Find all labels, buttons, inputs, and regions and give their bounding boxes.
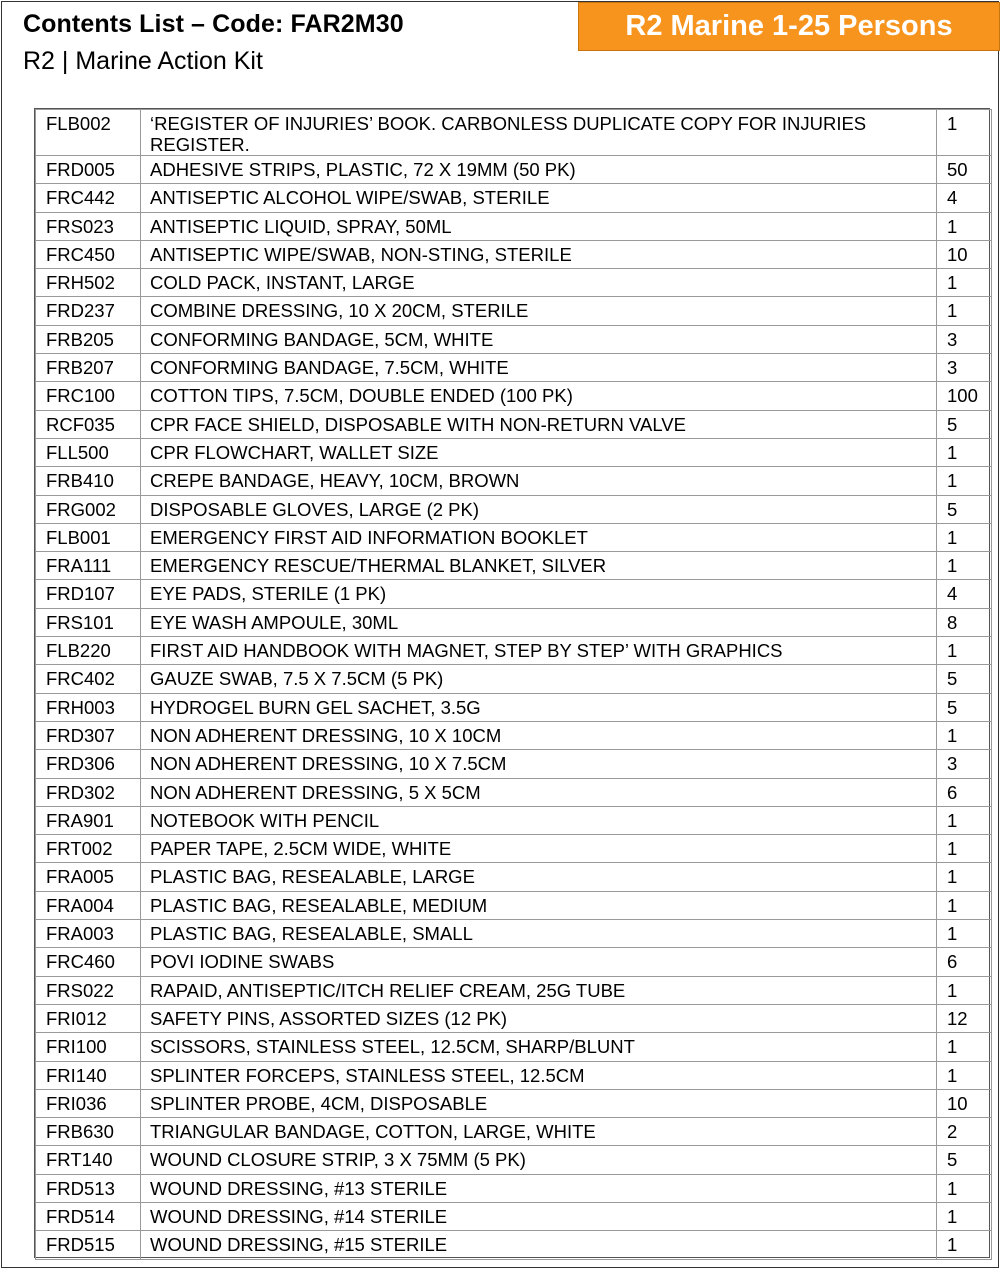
item-description-cell: ANTISEPTIC LIQUID, SPRAY, 50ML: [141, 212, 937, 240]
item-code-cell: FRG002: [36, 495, 141, 523]
item-quantity-cell: 1: [937, 523, 992, 551]
item-code-cell: FRC100: [36, 382, 141, 410]
table-row: [36, 523, 992, 551]
contents-table-wrapper: [34, 108, 990, 1258]
item-quantity-cell: 1: [937, 637, 992, 665]
item-quantity-cell: 10: [937, 1089, 992, 1117]
item-code-cell: FRH003: [36, 693, 141, 721]
item-quantity-cell: 1: [937, 863, 992, 891]
table-row: [36, 552, 992, 580]
item-quantity-cell: 5: [937, 1146, 992, 1174]
table-row: [36, 1118, 992, 1146]
page-title: Contents List – Code: FAR2M30: [23, 10, 404, 38]
item-code-cell: FRD513: [36, 1174, 141, 1202]
item-code-cell: FRI140: [36, 1061, 141, 1089]
page-subtitle: R2 | Marine Action Kit: [23, 47, 263, 75]
item-quantity-cell: 6: [937, 778, 992, 806]
item-code-cell: FRD514: [36, 1202, 141, 1230]
table-row: [36, 1174, 992, 1202]
table-row: [36, 863, 992, 891]
item-code-cell: FRB410: [36, 467, 141, 495]
item-code-cell: FRC402: [36, 665, 141, 693]
item-code-cell: RCF035: [36, 410, 141, 438]
contents-table-body: [36, 110, 992, 1260]
item-quantity-cell: 1: [937, 212, 992, 240]
item-description-cell: COLD PACK, INSTANT, LARGE: [141, 269, 937, 297]
table-row: [36, 269, 992, 297]
table-row: [36, 495, 992, 523]
item-code-cell: FRS022: [36, 976, 141, 1004]
table-row: [36, 835, 992, 863]
item-description-cell: ‘REGISTER OF INJURIES’ BOOK. CARBONLESS DUPLICATE COPY FOR INJURIES REGISTER.: [141, 110, 937, 156]
item-description-cell: WOUND DRESSING, #14 STERILE: [141, 1202, 937, 1230]
item-quantity-cell: 5: [937, 693, 992, 721]
item-quantity-cell: 1: [937, 891, 992, 919]
item-quantity-cell: 1: [937, 438, 992, 466]
item-quantity-cell: 4: [937, 184, 992, 212]
item-quantity-cell: 1: [937, 1174, 992, 1202]
item-code-cell: FRH502: [36, 269, 141, 297]
table-row: [36, 1202, 992, 1230]
table-row: [36, 1231, 992, 1259]
table-row: [36, 438, 992, 466]
item-code-cell: FRD515: [36, 1231, 141, 1259]
item-quantity-cell: 3: [937, 354, 992, 382]
table-row: [36, 156, 992, 184]
item-description-cell: EMERGENCY RESCUE/THERMAL BLANKET, SILVER: [141, 552, 937, 580]
item-code-cell: FRC442: [36, 184, 141, 212]
item-quantity-cell: 1: [937, 1033, 992, 1061]
item-quantity-cell: 100: [937, 382, 992, 410]
table-row: [36, 382, 992, 410]
item-description-cell: EYE PADS, STERILE (1 PK): [141, 580, 937, 608]
item-description-cell: NON ADHERENT DRESSING, 5 X 5CM: [141, 778, 937, 806]
item-description-cell: COTTON TIPS, 7.5CM, DOUBLE ENDED (100 PK): [141, 382, 937, 410]
item-quantity-cell: 8: [937, 608, 992, 636]
item-description-cell: DISPOSABLE GLOVES, LARGE (2 PK): [141, 495, 937, 523]
table-row: [36, 1146, 992, 1174]
item-code-cell: FRA003: [36, 920, 141, 948]
item-code-cell: FRI100: [36, 1033, 141, 1061]
item-description-cell: RAPAID, ANTISEPTIC/ITCH RELIEF CREAM, 25G TUBE: [141, 976, 937, 1004]
table-row: [36, 637, 992, 665]
item-code-cell: FRD302: [36, 778, 141, 806]
contents-table: [35, 109, 992, 1260]
item-quantity-cell: 1: [937, 1231, 992, 1259]
item-quantity-cell: 1: [937, 1202, 992, 1230]
item-description-cell: WOUND DRESSING, #13 STERILE: [141, 1174, 937, 1202]
item-description-cell: PLASTIC BAG, RESEALABLE, LARGE: [141, 863, 937, 891]
item-code-cell: FRD307: [36, 721, 141, 749]
item-code-cell: FRB205: [36, 325, 141, 353]
table-row: [36, 1033, 992, 1061]
item-description-cell: CONFORMING BANDAGE, 7.5CM, WHITE: [141, 354, 937, 382]
table-row: [36, 297, 992, 325]
item-code-cell: FRT002: [36, 835, 141, 863]
table-row: [36, 778, 992, 806]
table-row: [36, 1004, 992, 1032]
table-row: [36, 806, 992, 834]
item-quantity-cell: 4: [937, 580, 992, 608]
table-row: [36, 1089, 992, 1117]
table-row: [36, 920, 992, 948]
item-code-cell: FRA004: [36, 891, 141, 919]
table-row: [36, 1061, 992, 1089]
kit-banner: R2 Marine 1-25 Persons: [578, 2, 1000, 51]
item-quantity-cell: 1: [937, 835, 992, 863]
table-row: [36, 240, 992, 268]
table-row: [36, 891, 992, 919]
item-description-cell: PLASTIC BAG, RESEALABLE, MEDIUM: [141, 891, 937, 919]
item-description-cell: ANTISEPTIC WIPE/SWAB, NON-STING, STERILE: [141, 240, 937, 268]
item-description-cell: GAUZE SWAB, 7.5 X 7.5CM (5 PK): [141, 665, 937, 693]
item-description-cell: FIRST AID HANDBOOK WITH MAGNET, STEP BY STEP’ WITH GRAPHICS: [141, 637, 937, 665]
table-row: [36, 693, 992, 721]
item-code-cell: FRD306: [36, 750, 141, 778]
item-description-cell: NON ADHERENT DRESSING, 10 X 7.5CM: [141, 750, 937, 778]
table-row: [36, 467, 992, 495]
item-code-cell: FLL500: [36, 438, 141, 466]
item-quantity-cell: 1: [937, 467, 992, 495]
item-description-cell: CREPE BANDAGE, HEAVY, 10CM, BROWN: [141, 467, 937, 495]
item-quantity-cell: 5: [937, 495, 992, 523]
table-row: [36, 948, 992, 976]
table-row: [36, 184, 992, 212]
item-description-cell: CPR FACE SHIELD, DISPOSABLE WITH NON-RETURN VALVE: [141, 410, 937, 438]
item-code-cell: FRA111: [36, 552, 141, 580]
item-quantity-cell: 1: [937, 269, 992, 297]
item-code-cell: FRD005: [36, 156, 141, 184]
item-description-cell: CONFORMING BANDAGE, 5CM, WHITE: [141, 325, 937, 353]
item-description-cell: SCISSORS, STAINLESS STEEL, 12.5CM, SHARP/BLUNT: [141, 1033, 937, 1061]
table-row: [36, 410, 992, 438]
item-quantity-cell: 50: [937, 156, 992, 184]
item-code-cell: FRS101: [36, 608, 141, 636]
table-row: [36, 580, 992, 608]
item-quantity-cell: 6: [937, 948, 992, 976]
item-description-cell: WOUND DRESSING, #15 STERILE: [141, 1231, 937, 1259]
item-quantity-cell: 1: [937, 1061, 992, 1089]
table-row: [36, 665, 992, 693]
table-row: [36, 721, 992, 749]
item-code-cell: FRD107: [36, 580, 141, 608]
item-code-cell: FRD237: [36, 297, 141, 325]
item-code-cell: FRA901: [36, 806, 141, 834]
item-quantity-cell: 10: [937, 240, 992, 268]
item-description-cell: EYE WASH AMPOULE, 30ML: [141, 608, 937, 636]
item-description-cell: POVI IODINE SWABS: [141, 948, 937, 976]
table-row: [36, 110, 992, 156]
item-description-cell: PLASTIC BAG, RESEALABLE, SMALL: [141, 920, 937, 948]
item-description-cell: EMERGENCY FIRST AID INFORMATION BOOKLET: [141, 523, 937, 551]
item-quantity-cell: 2: [937, 1118, 992, 1146]
item-code-cell: FRC460: [36, 948, 141, 976]
item-description-cell: COMBINE DRESSING, 10 X 20CM, STERILE: [141, 297, 937, 325]
table-row: [36, 976, 992, 1004]
item-code-cell: FLB002: [36, 110, 141, 156]
item-description-cell: SPLINTER PROBE, 4CM, DISPOSABLE: [141, 1089, 937, 1117]
item-code-cell: FRI036: [36, 1089, 141, 1117]
item-code-cell: FRT140: [36, 1146, 141, 1174]
item-description-cell: SPLINTER FORCEPS, STAINLESS STEEL, 12.5CM: [141, 1061, 937, 1089]
item-quantity-cell: 3: [937, 325, 992, 353]
item-code-cell: FRI012: [36, 1004, 141, 1032]
item-description-cell: TRIANGULAR BANDAGE, COTTON, LARGE, WHITE: [141, 1118, 937, 1146]
item-description-cell: WOUND CLOSURE STRIP, 3 X 75MM (5 PK): [141, 1146, 937, 1174]
item-quantity-cell: 1: [937, 552, 992, 580]
item-description-cell: ANTISEPTIC ALCOHOL WIPE/SWAB, STERILE: [141, 184, 937, 212]
item-code-cell: FRC450: [36, 240, 141, 268]
item-description-cell: CPR FLOWCHART, WALLET SIZE: [141, 438, 937, 466]
item-code-cell: FRB630: [36, 1118, 141, 1146]
item-code-cell: FRA005: [36, 863, 141, 891]
item-code-cell: FRS023: [36, 212, 141, 240]
item-description-cell: PAPER TAPE, 2.5CM WIDE, WHITE: [141, 835, 937, 863]
item-code-cell: FRB207: [36, 354, 141, 382]
item-quantity-cell: 3: [937, 750, 992, 778]
item-quantity-cell: 1: [937, 806, 992, 834]
item-quantity-cell: 1: [937, 920, 992, 948]
item-code-cell: FLB001: [36, 523, 141, 551]
item-quantity-cell: 1: [937, 297, 992, 325]
item-quantity-cell: 5: [937, 410, 992, 438]
contents-list-page: [1, 1, 999, 1268]
item-quantity-cell: 1: [937, 976, 992, 1004]
item-description-cell: SAFETY PINS, ASSORTED SIZES (12 PK): [141, 1004, 937, 1032]
item-quantity-cell: 1: [937, 721, 992, 749]
table-row: [36, 608, 992, 636]
item-quantity-cell: 1: [937, 110, 992, 156]
table-row: [36, 212, 992, 240]
item-code-cell: FLB220: [36, 637, 141, 665]
item-description-cell: ADHESIVE STRIPS, PLASTIC, 72 X 19MM (50 PK): [141, 156, 937, 184]
item-quantity-cell: 5: [937, 665, 992, 693]
item-description-cell: NOTEBOOK WITH PENCIL: [141, 806, 937, 834]
table-row: [36, 750, 992, 778]
item-description-cell: NON ADHERENT DRESSING, 10 X 10CM: [141, 721, 937, 749]
item-quantity-cell: 12: [937, 1004, 992, 1032]
table-row: [36, 354, 992, 382]
table-row: [36, 325, 992, 353]
item-description-cell: HYDROGEL BURN GEL SACHET, 3.5G: [141, 693, 937, 721]
